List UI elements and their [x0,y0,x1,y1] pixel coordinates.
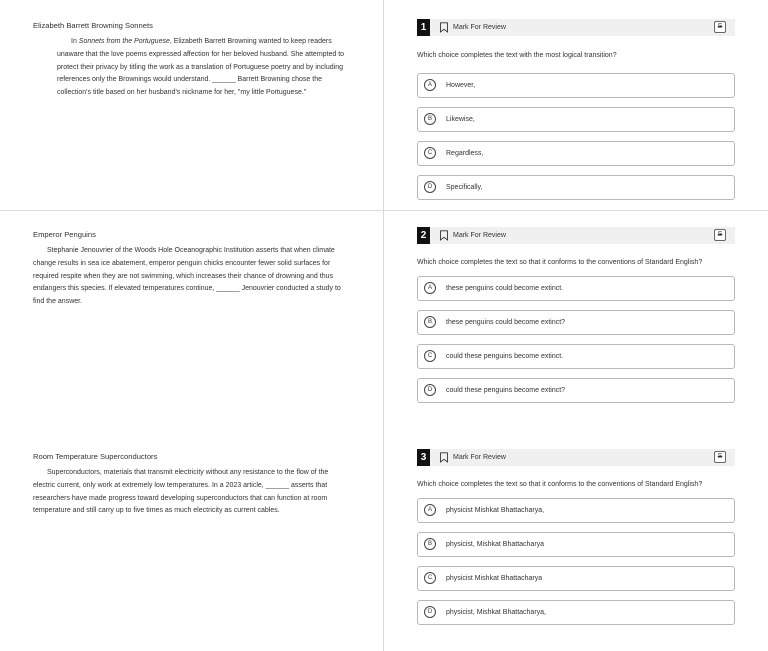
answer-choice-c[interactable] [417,141,735,166]
choice-text: physicist Mishkat Bhattacharya, [446,506,545,514]
question-panel [417,227,735,394]
mark-for-review-label[interactable]: Mark For Review [453,24,506,31]
answer-choice-b[interactable] [417,532,735,557]
choice-letter: B [424,316,436,328]
vertical-divider [383,0,384,651]
choice-text: could these penguins become extinct. [446,352,564,360]
question-prompt: Which choice completes the text so that it conforms to the conventions of Standard English? [417,481,703,488]
question-header [417,227,735,244]
bookmark-icon[interactable] [439,230,449,241]
choice-letter: D [424,384,436,396]
choice-text: these penguins could become extinct. [446,284,564,292]
question-panel [417,19,735,191]
passage-title: Emperor Penguins [33,230,96,239]
answer-choice-b[interactable] [417,310,735,335]
passage-text: Stephanie Jenouvrier of the Woods Hole Oceanographic Institution asserts that when climate change results in sea ice abatement, emperor penguin chicks encounter fewer solid surfaces for required respite when they are not swimming, which increases their chance of drowning and thus endangers this species. If elevated temperatures continue, ______ Jenouvrier conducted a study to find the answer. [33,247,341,306]
passage-panel [33,21,349,100]
choice-text: Specifically, [446,183,483,191]
strikethrough-toggle-button[interactable]: S [714,21,726,33]
question-prompt: Which choice completes the text so that it conforms to the conventions of Standard English? [417,259,703,266]
choice-letter: D [424,181,436,193]
choice-letter: C [424,350,436,362]
passage-title: Room Temperature Superconductors [33,452,158,461]
answer-choice-d[interactable] [417,600,735,625]
passage-text-start: In [71,38,79,45]
choice-letter: C [424,572,436,584]
question-number: 3 [417,449,430,466]
passage-panel [33,230,349,309]
mark-for-review-label[interactable]: Mark For Review [453,232,506,239]
passage-panel [33,452,349,518]
question-panel [417,449,735,616]
choice-text: However, [446,81,476,89]
question-number: 1 [417,19,430,36]
bookmark-icon[interactable] [439,452,449,463]
choice-text: physicist, Mishkat Bhattacharya, [446,608,546,616]
mark-for-review-label[interactable]: Mark For Review [453,454,506,461]
passage-text [33,36,349,100]
choice-letter: B [424,113,436,125]
answer-choice-c[interactable] [417,566,735,591]
strikethrough-toggle-button[interactable]: S [714,451,726,463]
section-separator [0,210,768,211]
passage-title: Elizabeth Barrett Browning Sonnets [33,21,153,30]
choice-letter: A [424,504,436,516]
bookmark-icon[interactable] [439,22,449,33]
choice-text: could these penguins become extinct? [446,386,566,394]
answer-choice-c[interactable] [417,344,735,369]
passage-text: Superconductors, materials that transmit electricity without any resistance to the flow of the electric current, only work at extremely low temperatures. In a 2023 article, ______ asserts that researchers have made progress toward developing superconductors that can function at room temperature and still carry up to five times as much electricity as current cables. [33,469,329,515]
choice-letter: A [424,79,436,91]
answer-choice-d[interactable] [417,175,735,200]
choice-text: physicist, Mishkat Bhattacharya [446,540,545,548]
strikethrough-toggle-button[interactable]: S [714,229,726,241]
question-header [417,19,735,36]
choice-text: physicist Mishkat Bhattacharya [446,574,543,582]
question-prompt: Which choice completes the text with the most logical transition? [417,52,617,59]
answer-choice-a[interactable] [417,73,735,98]
answer-choice-b[interactable] [417,107,735,132]
choice-letter: D [424,606,436,618]
passage-italic-title: Sonnets from the Portuguese [78,38,170,45]
choice-text: Regardless, [446,149,484,157]
choice-letter: A [424,282,436,294]
question-number: 2 [417,227,430,244]
answer-choice-d[interactable] [417,378,735,403]
choice-text: these penguins could become extinct? [446,318,566,326]
passage-text-rest: , Elizabeth Barrett Browning wanted to keep readers unaware that the love poems expressed affection for her beloved husband. She attempted to protect their privacy by titling the work as a translation of Portuguese poetry and by including references only the Brownings would understand. ______ Barrett Browning chose the collection's title based on her husband's nickname for her, "my little Portuguese." [57,38,345,97]
choice-letter: C [424,147,436,159]
question-header [417,449,735,466]
choice-letter: B [424,538,436,550]
choice-text: Likewise, [446,115,475,123]
answer-choice-a[interactable] [417,498,735,523]
answer-choice-a[interactable] [417,276,735,301]
